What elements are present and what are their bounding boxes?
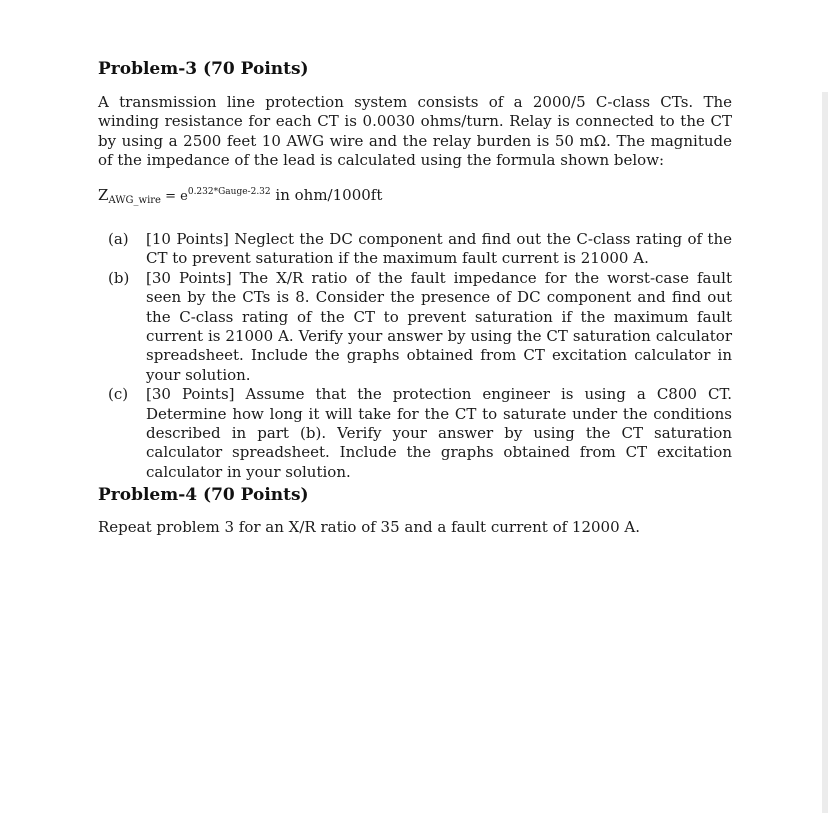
problem-4-text: Repeat problem 3 for an X/R ratio of 35 and a fault current of 12000 A. xyxy=(98,518,641,536)
formula-unit: in ohm/1000ft xyxy=(270,186,383,204)
part-label: (a) xyxy=(108,230,129,248)
formula-exponent: 0.232*Gauge-2.32 xyxy=(187,187,271,197)
part-label: (c) xyxy=(108,385,129,404)
part-b xyxy=(108,269,732,385)
part-c xyxy=(108,385,732,482)
problem-3-parts xyxy=(108,230,732,482)
part-text: [10 Points] Neglect the DC component and find out the C-class rating of the CT to prevent saturation if the maximum fault current is 21000 A. xyxy=(146,230,732,268)
part-label: (b) xyxy=(108,268,130,287)
formula-subscript: AWG_wire xyxy=(108,195,161,206)
impedance-formula xyxy=(98,186,382,206)
part-a xyxy=(108,230,732,269)
part-text: [30 Points] Assume that the protection engineer is using a C800 CT. Determine how long it will take for the CT to saturate under the conditions described in part (b). Verify your answer by using the CT saturation calculator spreadsheet. Include the graphs obtained from CT excitation calculator in your solution. xyxy=(146,385,732,481)
problem-3-intro: A transmission line protection system consists of a 2000/5 C-class CTs. The winding resistance for each CT is 0.0030 ohms/turn. Relay is connected to the CT by using a 2500 feet 10 AWG wire and the relay burden is 50 mΩ. The magnitude of the impedance of the lead is calculated using the formula shown below: xyxy=(98,93,732,170)
problem-4-heading: Problem-4 (70 Points) xyxy=(98,485,309,505)
formula-equals: = e xyxy=(160,189,188,204)
formula-z: Z xyxy=(98,186,109,204)
part-text: [30 Points] The X/R ratio of the fault impedance for the worst-case fault seen by the CTs is 8. Consider the presence of DC component and find out the C-class rating of the CT to prevent saturation if the maximum fault current is 21000 A. Verify your answer by using the CT saturation calculator spreadsheet. Include the graphs obtained from CT excitation calculator in your solution. xyxy=(146,268,732,384)
problem-3-heading: Problem-3 (70 Points) xyxy=(98,59,309,79)
page-edge-shadow xyxy=(822,92,828,813)
